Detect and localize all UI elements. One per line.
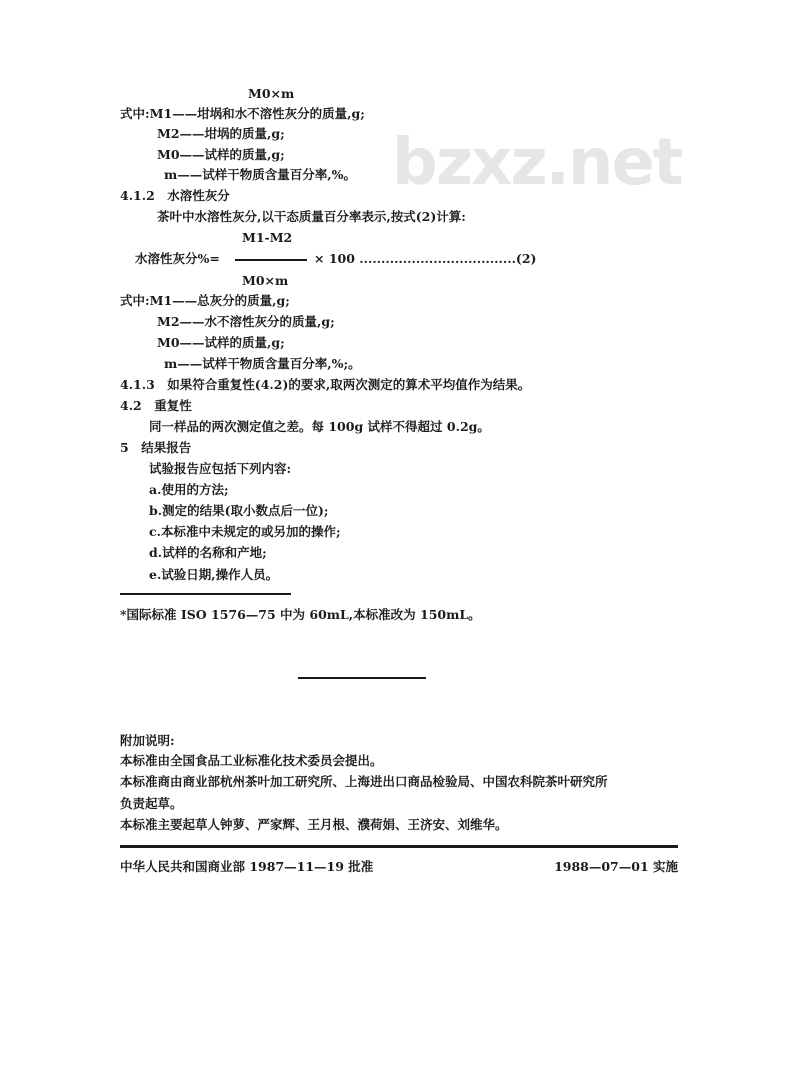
- additional-line: 本标准主要起草人钟萝、严家辉、王月根、濮荷娟、王济安、刘维华。: [120, 817, 508, 832]
- variable-definition: m——试样干物质含量百分率,%。: [164, 167, 356, 182]
- footer-divider: [120, 845, 678, 848]
- formula2-lhs: 水溶性灰分%=: [135, 251, 220, 266]
- formula2-where-line: [120, 293, 290, 309]
- variable-definition: M1——总灰分的质量,g;: [149, 293, 290, 308]
- variable-definition: M1——坩埚和水不溶性灰分的质量,g;: [149, 106, 365, 121]
- where-label: 式中:: [120, 293, 150, 308]
- variable-definition: M0——试样的质量,g;: [157, 147, 285, 162]
- footnote-divider: [120, 593, 291, 595]
- footer-approved: 中华人民共和国商业部 1987—11—19 批准: [120, 859, 374, 874]
- list-item: a.使用的方法;: [149, 482, 229, 497]
- footer-effective: 1988—07—01 实施: [554, 859, 678, 874]
- formula2-numerator: M1-M2: [242, 230, 293, 245]
- list-item: c.本标准中未规定的或另加的操作;: [149, 524, 341, 539]
- paragraph: 茶叶中水溶性灰分,以干态质量百分率表示,按式(2)计算:: [157, 209, 466, 224]
- additional-line: 本标准由全国食品工业标准化技术委员会提出。: [120, 753, 383, 768]
- section-heading: 4.1.2 水溶性灰分: [120, 188, 230, 203]
- paragraph: 试验报告应包括下列内容:: [149, 461, 292, 476]
- additional-line: 本标准商由商业部杭州茶叶加工研究所、上海进出口商品检验局、中国农科院茶叶研究所: [120, 774, 608, 789]
- formula1-where-line: [120, 106, 365, 122]
- paragraph: 同一样品的两次测定值之差。每 100g 试样不得超过 0.2g。: [149, 419, 490, 434]
- where-label: 式中:: [120, 106, 150, 121]
- formula1-denominator: M0×m: [248, 86, 295, 101]
- watermark: bzxz.net: [392, 126, 682, 200]
- variable-definition: M2——水不溶性灰分的质量,g;: [157, 314, 335, 329]
- additional-line: 负责起草。: [120, 796, 183, 811]
- formula2-rhs: × 100 ....................................(2): [314, 251, 537, 266]
- variable-definition: m——试样干物质含量百分率,%;。: [164, 356, 361, 371]
- list-item: d.试样的名称和产地;: [149, 545, 267, 560]
- additional-title: 附加说明:: [120, 733, 175, 748]
- variable-definition: M0——试样的质量,g;: [157, 335, 285, 350]
- end-divider: [298, 677, 426, 679]
- section-heading: 4.2 重复性: [120, 398, 192, 413]
- footnote: *国际标准 ISO 1576—75 中为 60mL,本标准改为 150mL。: [120, 607, 481, 622]
- list-item: b.测定的结果(取小数点后一位);: [149, 503, 329, 518]
- variable-definition: M2——坩埚的质量,g;: [157, 126, 285, 141]
- section-heading: 5 结果报告: [120, 440, 192, 455]
- list-item: e.试验日期,操作人员。: [149, 567, 279, 582]
- fraction-bar: [235, 259, 307, 261]
- formula2-denominator: M0×m: [242, 273, 289, 288]
- section-413: 4.1.3 如果符合重复性(4.2)的要求,取两次测定的算术平均值作为结果。: [120, 377, 531, 392]
